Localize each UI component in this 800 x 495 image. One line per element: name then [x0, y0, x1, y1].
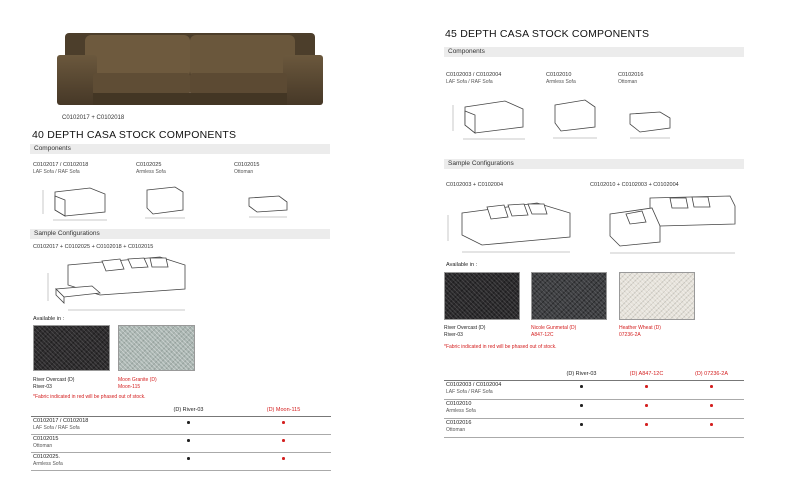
swatch-name: Nicole Gunmetal (D): [531, 325, 577, 331]
table-row: [31, 453, 331, 471]
row-desc: Armless Sofa: [446, 407, 476, 414]
row-code: C0102017 / C0102018: [33, 418, 89, 424]
stock-dot: [580, 385, 583, 388]
section-title: 45 DEPTH CASA STOCK COMPONENTS: [445, 28, 650, 40]
swatch-name: River Overcast (D): [444, 325, 486, 331]
sofa-photo: [55, 15, 325, 110]
sample-config-label: C0102017 + C0102025 + C0102018 + C0102015: [33, 244, 154, 250]
swatch-code: A847-12C: [531, 331, 554, 338]
stock-dot: [282, 421, 285, 424]
swatch-code: 07236-2A: [619, 331, 641, 338]
fabric-swatch-nicole-gunmetal: [531, 272, 607, 320]
stock-dot: [187, 439, 190, 442]
row-code: C0102016: [446, 420, 472, 426]
row-desc: LAF Sofa / RAF Sofa: [446, 388, 493, 395]
row-code: C0102010: [446, 401, 472, 407]
component-item: [618, 72, 643, 85]
table-row: [31, 417, 331, 435]
section-title: 40 DEPTH CASA STOCK COMPONENTS: [32, 129, 237, 141]
swatch-name: River Overcast (D): [33, 377, 75, 383]
right-page: [400, 0, 800, 495]
stock-dot: [645, 385, 648, 388]
sample-config-label: C0102010 + C0102003 + C0102004: [590, 182, 679, 188]
phase-out-note: *Fabric indicated in red will be phased out of stock.: [33, 394, 146, 400]
table-header-row: [444, 368, 744, 381]
available-in-label: Available in :: [446, 262, 478, 268]
component-desc: Armless Sofa: [546, 78, 576, 85]
component-item: [446, 72, 501, 85]
swatch-label: [619, 325, 661, 338]
fabric-swatch-moon-granite: [118, 325, 195, 371]
row-desc: LAF Sofa / RAF Sofa: [33, 424, 80, 431]
column-header: (D) River-03: [549, 368, 614, 381]
column-header: (D) Moon-115: [236, 404, 331, 417]
fabric-swatch-river-overcast: [444, 272, 520, 320]
stock-dot: [710, 385, 713, 388]
stock-table: [31, 404, 331, 471]
stock-dot: [187, 457, 190, 460]
swatch-name: Moon Granite (D): [118, 377, 157, 383]
stock-dot: [645, 423, 648, 426]
photo-caption: C0102017 + C0102018: [62, 115, 125, 121]
component-code: C0102010: [546, 72, 572, 78]
stock-dot: [282, 439, 285, 442]
sample-config-drawing-2: [590, 190, 740, 258]
column-header: (D) 07236-2A: [679, 368, 744, 381]
ottoman-drawing: [235, 192, 295, 222]
component-desc: Ottoman: [234, 168, 254, 175]
table-row: [444, 400, 744, 419]
phase-out-note: *Fabric indicated in red will be phased out of stock.: [444, 344, 557, 350]
component-code: C0102015: [234, 162, 260, 168]
swatch-label: [33, 377, 74, 390]
swatch-label: [531, 325, 576, 338]
component-code: C0102017 / C0102018: [33, 162, 89, 168]
swatch-code: River-03: [33, 383, 52, 390]
component-item: [136, 162, 166, 175]
stock-dot: [187, 421, 190, 424]
swatch-code: Moon-115: [118, 383, 141, 390]
sample-config-drawing: [40, 253, 210, 315]
laf-sofa-drawing: [35, 182, 115, 224]
component-code: C0102003 / C0102004: [446, 72, 502, 78]
row-desc: Armless Sofa: [33, 460, 63, 467]
stock-dot: [710, 423, 713, 426]
stock-dot: [580, 404, 583, 407]
component-desc: Ottoman: [618, 78, 638, 85]
available-in-label: Available in :: [33, 316, 65, 322]
swatch-label: [444, 325, 485, 338]
fabric-swatch-heather-wheat: [619, 272, 695, 320]
stock-dot: [282, 457, 285, 460]
armless-sofa-drawing: [545, 95, 605, 143]
swatch-code: River-03: [444, 331, 463, 338]
table-row: [444, 381, 744, 400]
ottoman-drawing: [618, 108, 678, 144]
row-code: C0102025.: [33, 454, 60, 460]
component-desc: Armless Sofa: [136, 168, 166, 175]
component-item: [234, 162, 259, 175]
sample-config-header: Sample Configurations: [444, 159, 744, 169]
fabric-swatch-river-overcast: [33, 325, 110, 371]
sample-config-drawing-1: [442, 195, 577, 257]
stock-dot: [645, 404, 648, 407]
components-header: Components: [30, 144, 330, 154]
armless-sofa-drawing: [135, 182, 190, 224]
component-desc: LAF Sofa / RAF Sofa: [33, 168, 80, 175]
swatch-label: [118, 377, 157, 390]
column-header: (D) River-03: [141, 404, 236, 417]
row-code: C0102003 / C0102004: [446, 382, 502, 388]
component-item: [546, 72, 576, 85]
stock-table: [444, 368, 744, 438]
column-header: (D) A847-12C: [614, 368, 679, 381]
sample-config-label: C0102003 + C0102004: [446, 182, 504, 188]
component-item: [33, 162, 88, 175]
component-code: C0102025: [136, 162, 162, 168]
stock-dot: [710, 404, 713, 407]
components-header: Components: [444, 47, 744, 57]
row-desc: Ottoman: [446, 426, 466, 433]
swatch-name: Heather Wheat (D): [619, 325, 661, 331]
row-desc: Ottoman: [33, 442, 53, 449]
table-row: [31, 435, 331, 453]
table-header-row: [31, 404, 331, 417]
component-desc: LAF Sofa / RAF Sofa: [446, 78, 493, 85]
sample-config-header: Sample Configurations: [30, 229, 330, 239]
component-code: C0102016: [618, 72, 644, 78]
laf-sofa-drawing: [445, 95, 530, 143]
table-row: [444, 419, 744, 438]
row-code: C0102015: [33, 436, 59, 442]
stock-dot: [580, 423, 583, 426]
